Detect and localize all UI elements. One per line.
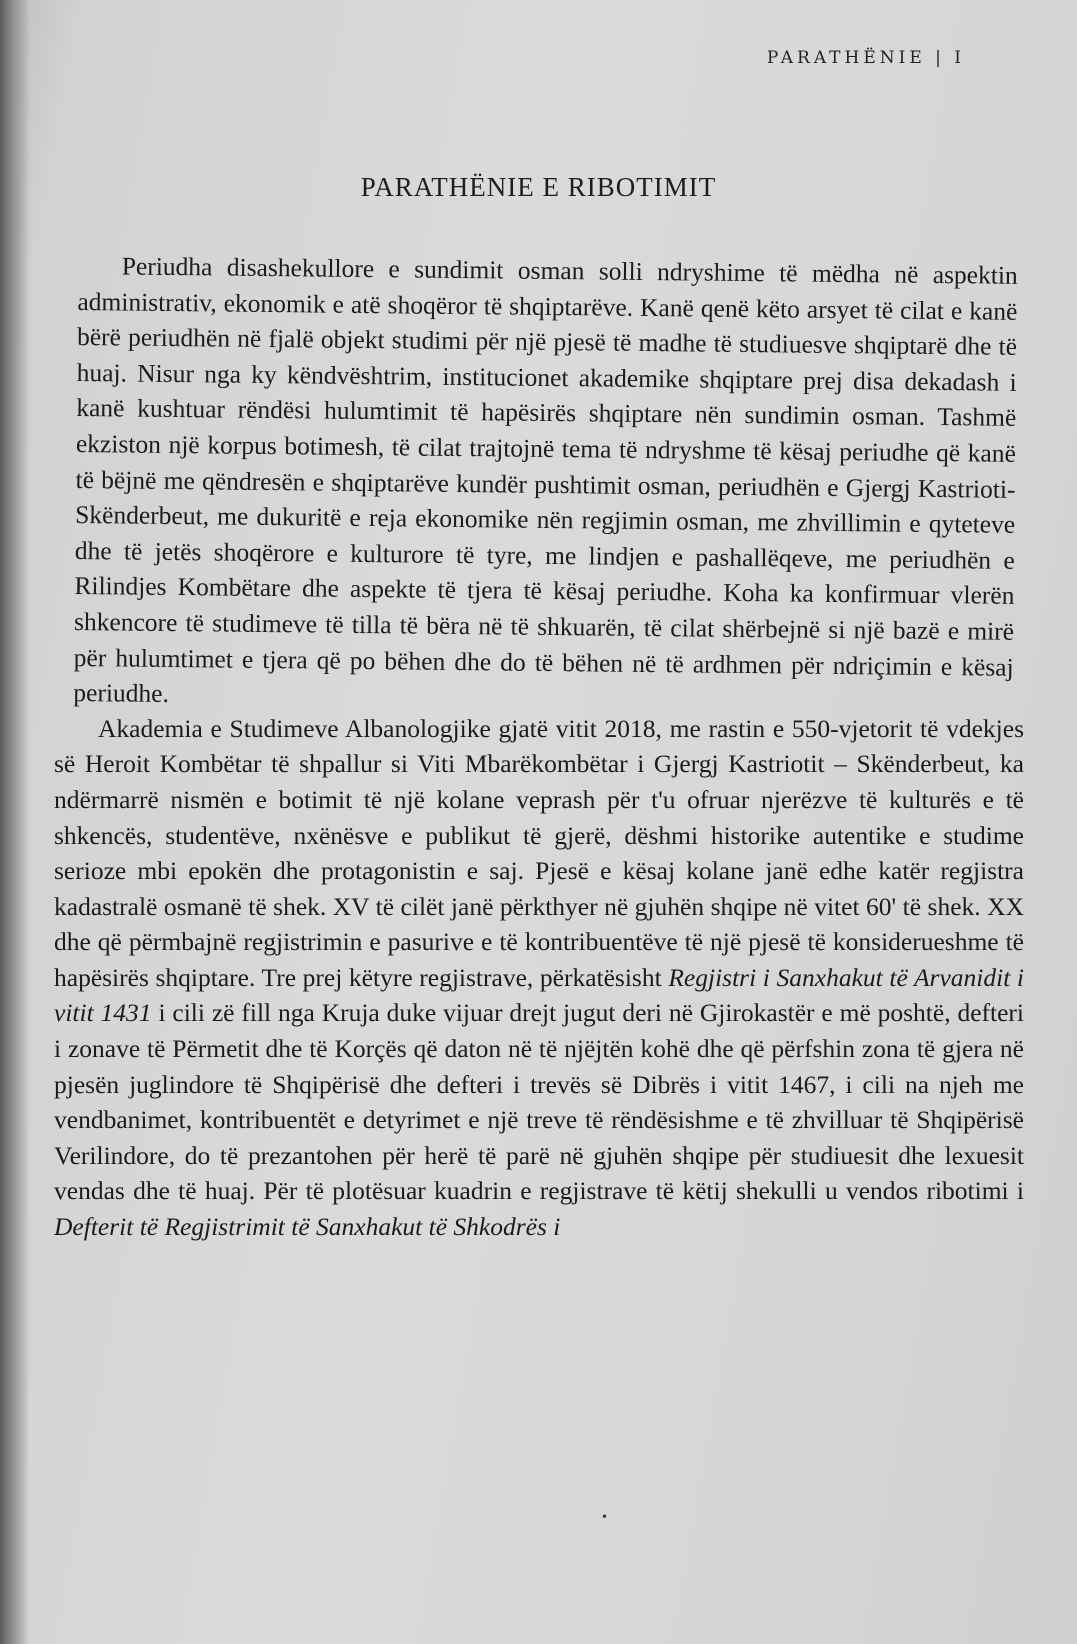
paragraph-2 (54, 711, 1024, 1245)
running-head: PARATHËNIE | I (766, 48, 965, 68)
paragraph-2-italic-a: Regjistri i Sanxhakut të Arvanidit i vitit 1431 (54, 962, 1024, 1028)
paragraph-1: Periudha disashekullore e sundimit osman solli ndryshime të mëdha në aspektin administrativ, ekonomik e atë shoqëror të shqiptarëve. Kanë qenë këto arsyet të cilat e kanë bërë periudhën në fjalë objekt studimi për një pjesë të madhe të studiuesve shqiptarë dhe të huaj. Nisur nga ky këndvështrim, institucionet akademike shqiptare prej disa dekadash i kanë kushtuar rëndësi hulumtimit të hapësirës shqiptare nën sundimin osman. Tashmë ekziston një korpus botimesh, të cilat trajtojnë tema të ndryshme të kësaj periudhe që kanë të bëjnë me qëndresën e shqiptarëve kundër pushtimit osman, periudhën e Gjergj Kastrioti-Skënderbeut, me dukuritë e reja ekonomike nën regjimin osman, me zhvillimin e qyteteve dhe të jetës shoqërore e kulturore të tyre, me lindjen e pashallëqeve, me periudhën e Rilindjes Kombëtare dhe aspekte të tjera të kësaj periudhe. Koha ka konfirmuar vlerën shkencore të studimeve të tilla të bëra në të shkuarën, të cilat shërbejnë si një bazë e mirë për hulumtimet e tjera që po bëhen dhe do të bëhen në të ardhmen për ndriçimin e kësaj periudhe. (73, 251, 1018, 709)
spine-shadow (0, 0, 30, 1644)
chapter-title: PARATHËNIE E RIBOTIMIT (360, 172, 717, 202)
paragraph-2-text-b: i cili zë fill nga Kruja duke vijuar drejt jugut deri në Gjirokastër e më poshtë, defteri i zonave të Përmetit dhe të Korçës që daton në të njëjtën kohë dhe që përfshin zona të gjera në pjesën juglindore të Shqipërisë dhe defteri i trevës së Dibrës i vitit 1467, i cili na njeh me vendbanimet, kontribuentët e detyrimet e një treve të rëndësishme e të zhvilluar të Shqipërisë Verilindore, do të prezantohen për herë të parë në gjuhën shqipe për studiuesit dhe lexuesit vendas dhe të huaj. Për të plotësuar kuadrin e regjistrave të këtij shekulli u vendos ribotimi i (54, 998, 1025, 1206)
body-text (54, 248, 1025, 1245)
paragraph-2-text-a: Akademia e Studimeve Albanologjike gjatë vitit 2018, me rastin e 550-vjetorit të vdekjes së Heroit Kombëtar të shpallur si Viti Mbarëkombëtar i Gjergj Kastriotit – Skënderbeut, ka ndërmarrë nismën e botimit të një kolane veprash për t'u ofruar njerëzve të kulturës e të shkencës, studentëve, nxënësve e publikut të gjerë, dëshmi historike autentike e studime serioze mbi epokën dhe protagonistin e saj. Pjesë e kësaj kolane janë edhe katër regjistra kadastralë osmanë të shek. XV të cilët janë përkthyer në gjuhën shqipe në vitet 60' të shek. XX dhe që përmbajnë regjistrimin e pasurive e të kontribuentëve të një pjesë të konsiderueshme të hapësirës shqiptare. Tre prej këtyre regjistrave, përkatësisht (54, 713, 1024, 992)
page-mark: • (602, 1510, 607, 1525)
paragraph-2-italic-b: Defterit të Regjistrimit të Sanxhakut të Shkodrës i (54, 1212, 561, 1242)
